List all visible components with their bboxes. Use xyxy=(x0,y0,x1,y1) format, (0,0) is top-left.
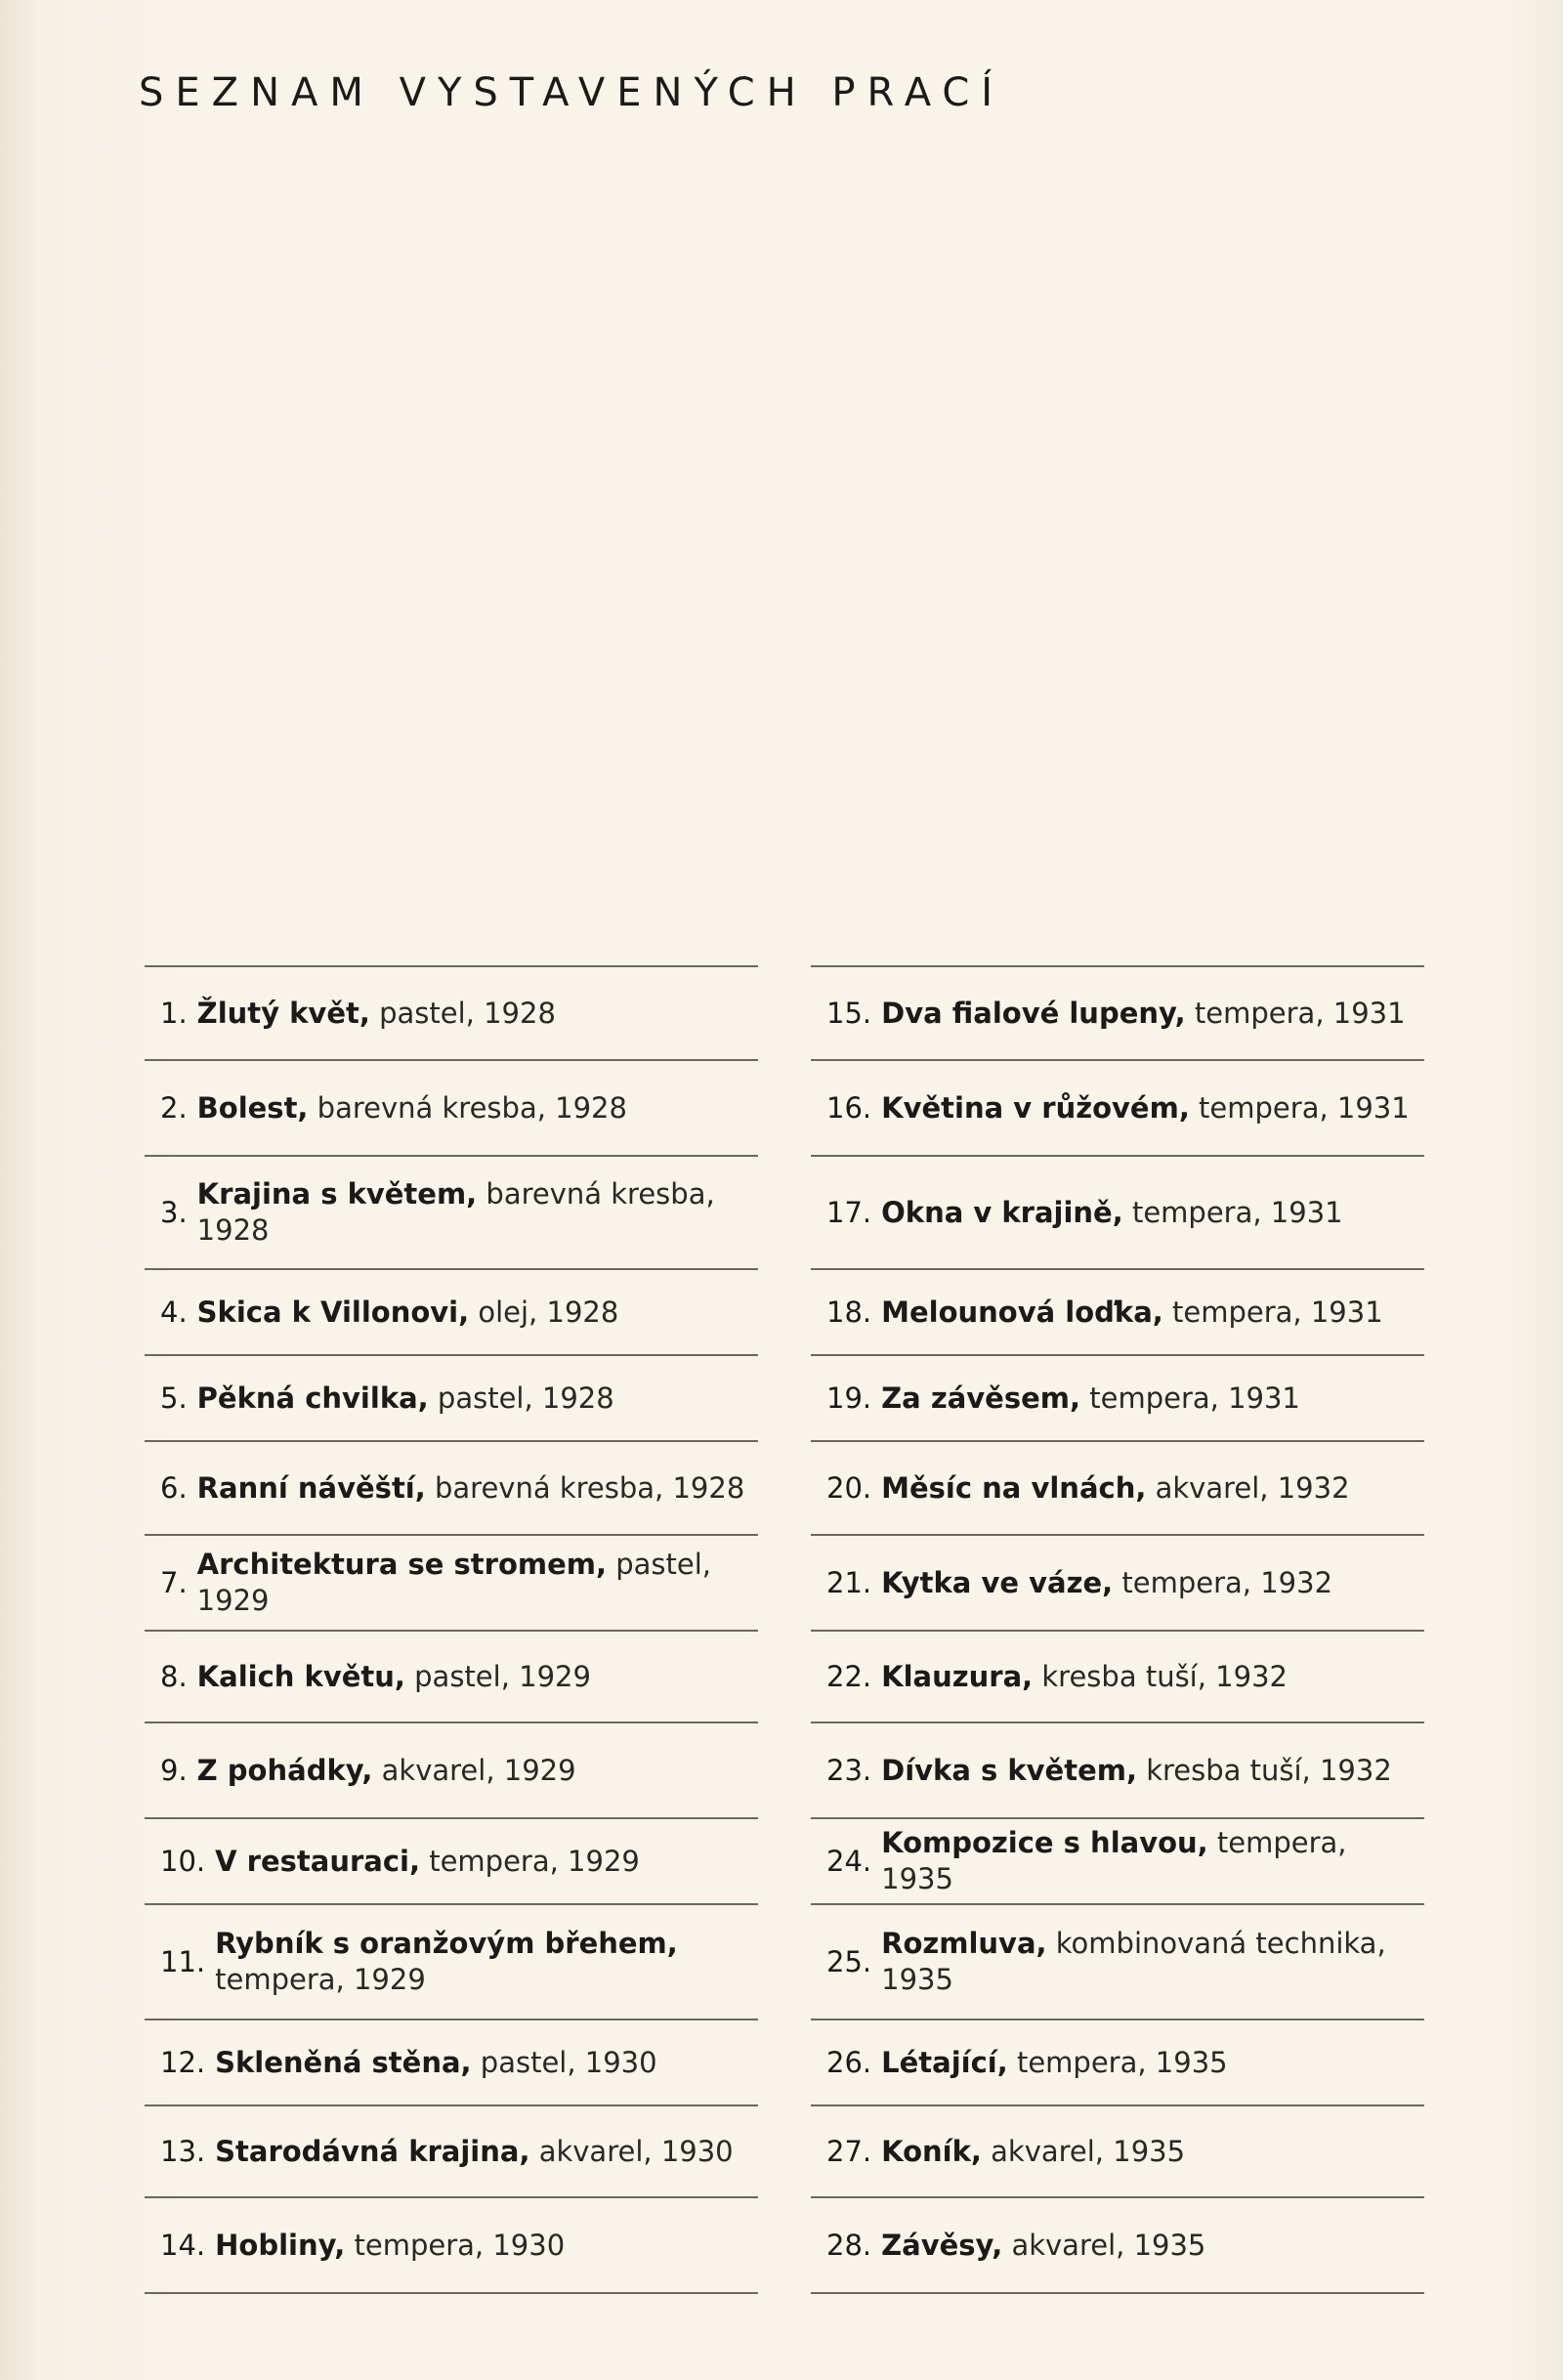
work-detail: tempera, 1931 xyxy=(1162,1295,1383,1329)
work-detail: akvarel, 1935 xyxy=(1002,2228,1206,2262)
list-item xyxy=(811,2198,1424,2292)
work-title: Melounová loďka, xyxy=(881,1295,1163,1329)
work-detail: akvarel, 1935 xyxy=(981,2134,1186,2168)
work-detail: pastel, 1928 xyxy=(428,1381,614,1415)
list-item xyxy=(145,1723,758,1817)
work-detail: kresba tuší, 1932 xyxy=(1033,1659,1288,1693)
item-number: 22. xyxy=(826,1659,872,1693)
list-item xyxy=(145,1061,758,1155)
work-detail: tempera, 1935 xyxy=(881,1826,1347,1895)
item-number: 2. xyxy=(160,1090,188,1125)
work-title: Skica k Villonovi, xyxy=(196,1295,470,1329)
work-detail: kresba tuší, 1932 xyxy=(1136,1753,1392,1787)
item-number: 16. xyxy=(826,1090,872,1125)
item-number: 12. xyxy=(160,2045,206,2079)
work-detail: tempera, 1931 xyxy=(1185,996,1406,1030)
item-number: 17. xyxy=(826,1195,872,1229)
list-item xyxy=(811,1536,1424,1630)
list-item xyxy=(145,2106,758,2196)
work-title: Rozmluva, xyxy=(881,1927,1047,1960)
work-detail: tempera, 1935 xyxy=(1007,2045,1228,2079)
item-number: 28. xyxy=(826,2228,872,2262)
divider xyxy=(811,2292,1424,2294)
work-title: Pěkná chvilka, xyxy=(196,1381,429,1415)
item-number: 26. xyxy=(826,2045,872,2079)
works-list-right xyxy=(811,965,1424,2294)
item-number: 9. xyxy=(160,1753,188,1787)
work-detail: tempera, 1931 xyxy=(1189,1090,1410,1125)
page-title: SEZNAM VYSTAVENÝCH PRACÍ xyxy=(139,70,1005,115)
work-title: Klauzura, xyxy=(881,1659,1034,1693)
work-title: Krajina s květem, xyxy=(196,1177,478,1211)
item-number: 3. xyxy=(160,1195,188,1229)
work-detail: akvarel, 1930 xyxy=(529,2134,734,2168)
work-title: Za závěsem, xyxy=(881,1381,1081,1415)
list-item xyxy=(811,967,1424,1059)
list-item xyxy=(145,1442,758,1534)
work-title: Architektura se stromem, xyxy=(196,1548,607,1581)
list-item xyxy=(811,1061,1424,1155)
work-detail: tempera, 1931 xyxy=(1122,1195,1343,1229)
work-detail: tempera, 1932 xyxy=(1113,1565,1333,1599)
list-item xyxy=(811,1157,1424,1268)
item-number: 13. xyxy=(160,2134,206,2168)
work-title: Závěsy, xyxy=(881,2228,1003,2262)
list-item xyxy=(811,1819,1424,1903)
list-item xyxy=(145,2198,758,2292)
list-item xyxy=(811,1632,1424,1721)
divider xyxy=(145,2292,758,2294)
work-detail: kombinovaná technika, 1935 xyxy=(881,1927,1386,1996)
work-title: Kalich květu, xyxy=(196,1659,405,1693)
work-detail: akvarel, 1929 xyxy=(372,1753,576,1787)
list-item xyxy=(145,1270,758,1354)
work-title: Dva fialové lupeny, xyxy=(881,996,1186,1030)
item-number: 5. xyxy=(160,1381,188,1415)
work-title: Žlutý květ, xyxy=(196,996,370,1030)
item-number: 8. xyxy=(160,1659,188,1693)
list-item xyxy=(145,1536,758,1630)
item-number: 19. xyxy=(826,1381,872,1415)
list-item xyxy=(145,1356,758,1440)
work-title: Kytka ve váze, xyxy=(881,1565,1114,1599)
list-item xyxy=(145,1819,758,1903)
works-list-left xyxy=(145,965,758,2294)
item-number: 1. xyxy=(160,996,188,1030)
work-title: Okna v krajině, xyxy=(881,1195,1123,1229)
list-item xyxy=(145,2020,758,2104)
work-title: Rybník s oranžovým břehem, xyxy=(215,1927,678,1960)
list-item xyxy=(811,1723,1424,1817)
work-detail: barevná kresba, 1928 xyxy=(196,1177,715,1247)
work-title: Kompozice s hlavou, xyxy=(881,1826,1208,1859)
work-title: Z pohádky, xyxy=(196,1753,373,1787)
work-detail: akvarel, 1932 xyxy=(1146,1470,1350,1505)
work-detail: tempera, 1930 xyxy=(345,2228,566,2262)
item-number: 7. xyxy=(160,1565,188,1599)
work-detail: pastel, 1929 xyxy=(196,1548,711,1617)
work-detail: olej, 1928 xyxy=(469,1295,619,1329)
item-number: 11. xyxy=(160,1944,206,1978)
work-detail: tempera, 1931 xyxy=(1080,1381,1300,1415)
item-number: 15. xyxy=(826,996,872,1030)
list-item xyxy=(811,1270,1424,1354)
item-number: 23. xyxy=(826,1753,872,1787)
work-title: Ranní návěští, xyxy=(196,1470,426,1505)
list-item xyxy=(145,1905,758,2019)
work-title: Bolest, xyxy=(196,1090,309,1125)
work-title: Koník, xyxy=(881,2134,982,2168)
item-number: 21. xyxy=(826,1565,872,1599)
list-item xyxy=(811,1356,1424,1440)
item-number: 6. xyxy=(160,1470,188,1505)
work-title: Starodávná krajina, xyxy=(215,2134,530,2168)
work-detail: pastel, 1929 xyxy=(404,1659,591,1693)
item-number: 14. xyxy=(160,2228,206,2262)
work-detail: barevná kresba, 1928 xyxy=(308,1090,627,1125)
item-number: 4. xyxy=(160,1295,188,1329)
list-item xyxy=(811,2020,1424,2104)
item-number: 10. xyxy=(160,1844,206,1878)
work-title: Hobliny, xyxy=(215,2228,346,2262)
work-detail: barevná kresba, 1928 xyxy=(425,1470,745,1505)
work-detail: tempera, 1929 xyxy=(420,1844,640,1878)
work-title: Létající, xyxy=(881,2045,1008,2079)
work-title: Měsíc na vlnách, xyxy=(881,1470,1147,1505)
item-number: 18. xyxy=(826,1295,872,1329)
list-item xyxy=(811,1905,1424,2019)
list-item xyxy=(811,1442,1424,1534)
work-detail: pastel, 1928 xyxy=(369,996,556,1030)
list-item xyxy=(145,967,758,1059)
list-item xyxy=(811,2106,1424,2196)
item-number: 27. xyxy=(826,2134,872,2168)
item-number: 25. xyxy=(826,1944,872,1978)
work-detail: tempera, 1929 xyxy=(215,1963,426,1996)
list-item xyxy=(145,1632,758,1721)
item-number: 24. xyxy=(826,1844,872,1878)
list-item xyxy=(145,1157,758,1268)
work-detail: pastel, 1930 xyxy=(471,2045,657,2079)
work-title: Květina v růžovém, xyxy=(881,1090,1190,1125)
item-number: 20. xyxy=(826,1470,872,1505)
work-title: Dívka s květem, xyxy=(881,1753,1137,1787)
work-title: V restauraci, xyxy=(215,1844,420,1878)
work-title: Skleněná stěna, xyxy=(215,2045,472,2079)
